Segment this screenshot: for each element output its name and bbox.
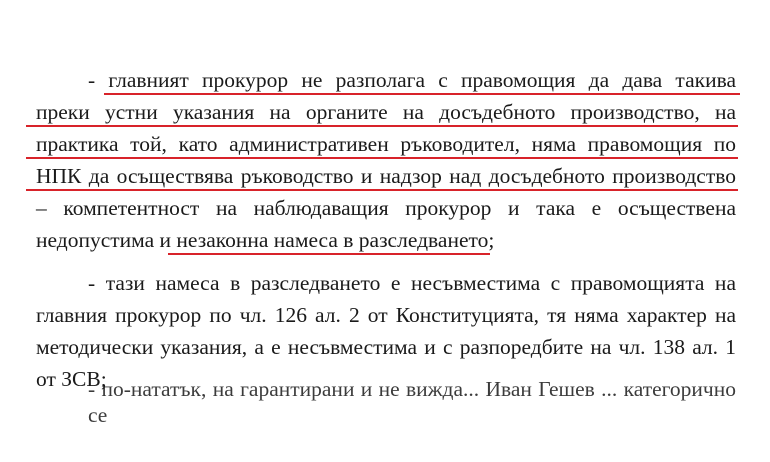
highlight-underline-2 (26, 125, 738, 127)
paragraph-2-line-2: главния прокурор по чл. 126 ал. 2 от Конституцията, тя няма характер на (36, 303, 736, 327)
highlight-underline-4 (26, 189, 738, 191)
paragraph-2-line-4: от ЗСВ; (36, 367, 107, 391)
paragraph-1-line-4: НПК да осъществява ръководство и надзор над досъдебното производство (36, 164, 736, 188)
highlight-underline-5 (168, 253, 490, 255)
highlight-underline-3 (26, 157, 738, 159)
paragraph-1-line-1: - главният прокурор не разполага с правомощия да дава такива (88, 68, 736, 92)
partial-line-cutoff (88, 377, 736, 427)
partial-line-text: - по-нататък, на гарантирани и не вижда... Иван Гешев ... категорично се (88, 377, 736, 427)
paragraph-1-line-5: – компетентност на наблюдаващия прокурор и така е осъществена (36, 196, 736, 220)
paragraph-1-line-2: преки устни указания на органите на досъдебното производство, на (36, 100, 736, 124)
paragraph-1-line-3: практика той, като административен ръководител, няма правомощия по (36, 132, 736, 156)
highlight-underline-1 (104, 93, 740, 95)
paragraph-2-line-1: - тази намеса в разследването е несъвместима с правомощията на (88, 271, 736, 295)
paragraph-2-line-3: методически указания, а е несъвместима и с разпоредбите на чл. 138 ал. 1 (36, 335, 736, 359)
paragraph-1-line-6: недопустима и незаконна намеса в разследването; (36, 228, 495, 252)
